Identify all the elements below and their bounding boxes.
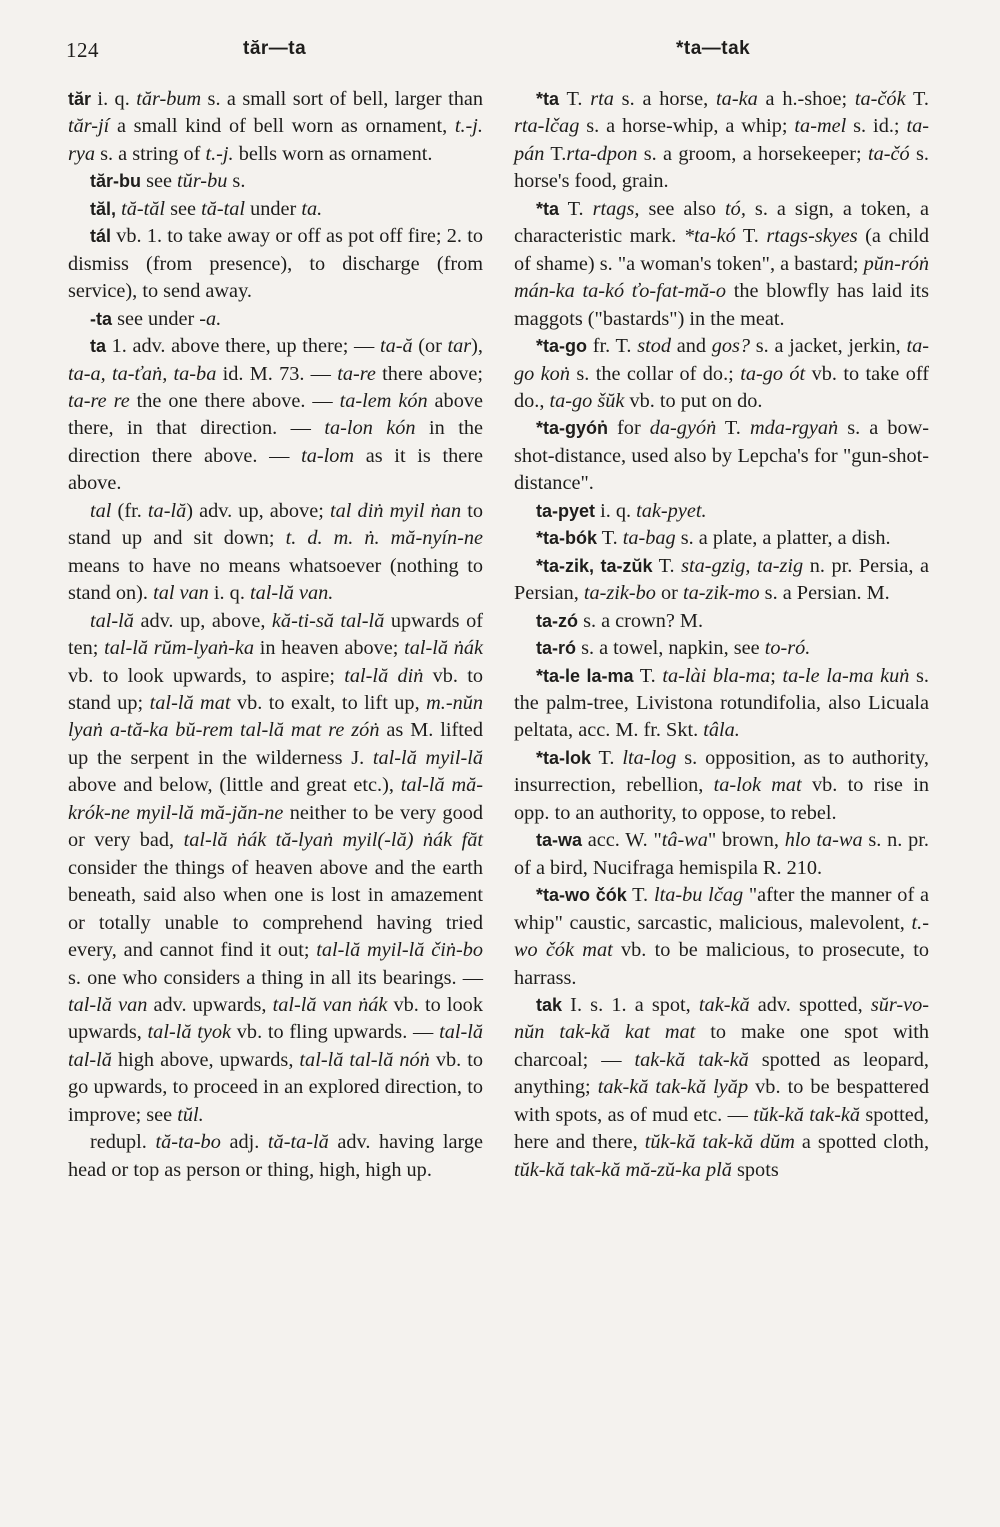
dictionary-entry: [68, 608, 483, 1130]
dictionary-entry: [514, 745, 929, 827]
dictionary-entry: [68, 1129, 483, 1184]
entry-definition: vb. 1. to take away or off as pot off fire; 2. to dismiss (from presence), to discharge (from service), to send away.: [68, 225, 483, 303]
entry-headword: tak: [536, 994, 563, 1015]
entry-headword: *ta: [536, 89, 560, 109]
entry-definition: T. ta-lài bla-ma; ta-le la-ma kuṅ s. the palm-tree, Livistona rotundifolia, also Licuala peltata, acc. M. fr. Skt. tâla.: [514, 664, 929, 742]
entry-definition: acc. W. "tâ-wa" brown, hlo ta-wa s. n. pr. of a bird, Nucifraga hemispila R. 210.: [514, 829, 930, 879]
entry-headword: *ta-gyóṅ: [536, 418, 608, 439]
entry-definition: T. ta-bag s. a plate, a platter, a dish.: [597, 527, 891, 550]
entry-definition: see under -a.: [112, 307, 222, 330]
entry-definition: T. sta-gzig, ta-zig n. pr. Persia, a Persian, ta-zik-bo or ta-zik-mo s. a Persian. M.: [514, 554, 929, 605]
entry-definition: i. q. tăr-bum s. a small sort of bell, larger than tăr-jí a small kind of bell worn as ornament, t.-j. rya s. a string of t.-j. bells worn as ornament.: [68, 88, 483, 165]
left-running-head: tăr—ta: [243, 38, 307, 59]
dictionary-entry: [68, 86, 483, 168]
entry-definition: redupl. tă-ta-bo adj. tă-ta-lă adv. having large head or top as person or thing, high, high up.: [68, 1131, 483, 1181]
dictionary-entry: [514, 882, 929, 992]
entry-headword: tăr: [68, 89, 92, 109]
entry-definition: T. rta s. a horse, ta-ka a h.-shoe; ta-čók T. rta-lčag s. a horse-whip, a whip; ta-mel s. id.; ta-pán T.rta-dpon s. a groom, a horsekeeper; ta-čó s. horse's food, grain.: [514, 88, 930, 193]
dictionary-entry: [68, 306, 483, 333]
entry-definition: tă-tăl see tă-tal under ta.: [121, 197, 323, 220]
entry-headword: *ta-bók: [536, 528, 598, 549]
page-number: 124: [66, 38, 99, 62]
entry-definition: see tŭr-bu s.: [141, 170, 246, 193]
entry-definition: T. lta-log s. opposition, as to authority, insurrection, rebellion, ta-lok mat vb. to rise in opp. to an authority, to oppose, to rebel.: [514, 746, 929, 824]
dictionary-entry: [514, 415, 929, 497]
entry-definition: s. a towel, napkin, see to-ró.: [576, 637, 811, 660]
dictionary-entry: [514, 333, 929, 415]
dictionary-entry: [514, 553, 929, 608]
dictionary-entry: [514, 525, 929, 552]
dictionary-entry: [514, 498, 929, 525]
dictionary-entry: [514, 827, 929, 882]
entry-definition: I. s. 1. a spot, tak-kă adv. spotted, sŭr-vo-nŭn tak-kă kat mat to make one spot with charcoal; — tak-kă tak-kă spotted as leopard, anything; tak-kă tak-kă lyăp vb. to be bespattered with spots, as of mud etc. — tŭk-kă tak-kă spotted, here and there, tŭk-kă tak-kă dŭm a spotted cloth, tŭk-kă tak-kă mă-zŭ-ka plă spots: [514, 993, 930, 1181]
entry-definition: T. lta-bu lčag "after the manner of a whip" caustic, sarcastic, malicious, malevolent, t.-wo čók mat vb. to be malicious, to prosecute, to harrass.: [514, 884, 930, 989]
dictionary-entry: [68, 168, 483, 195]
entry-headword: *ta: [536, 198, 560, 219]
entry-definition: T. rtags, see also tó, s. a sign, a token, a characteristic mark. *ta-kó T. rtags-skyes (a child of shame) s. "a woman's token", a bastard; pŭn-róṅ mán-ka ta-kó ťo-fat-mă-o the blowfly has laid its maggots ("bastards") in the meat.: [514, 197, 929, 330]
entry-definition: 1. adv. above there, up there; — ta-ă (or tar), ta-a, ta-ťaṅ, ta-ba id. M. 73. — ta-re there above; ta-re re the one there above. — ta-lem kón above there, in that direction. — ta-lon kón in the direction there above. — ta-lom as it is there above.: [68, 335, 484, 495]
entry-headword: ta-pyet: [536, 500, 596, 521]
entry-definition: fr. T. stod and gos? s. a jacket, jerkin, ta-go koṅ s. the collar of do.; ta-go ót vb. to take off do., ta-go šŭk vb. to put on do.: [514, 335, 929, 412]
dictionary-entry: [514, 635, 929, 662]
dictionary-entry: [514, 86, 929, 196]
entry-definition: s. a crown? M.: [578, 609, 704, 632]
dictionary-entry: [68, 333, 483, 498]
dictionary-entry: [68, 498, 483, 608]
dictionary-entry: [514, 663, 929, 745]
entry-definition: tal-lă adv. up, above, kă-ti-să tal-lă upwards of ten; tal-lă rŭm-lyaṅ-ka in heaven above; tal-lă ṅák vb. to look upwards, to aspire; tal-lă diṅ vb. to stand up; tal-lă mat vb. to exalt, to lift up, m.-nŭn lyaṅ a-tă-ka bŭ-rem tal-lă mat re zóṅ as M. lifted up the serpent in the wilderness J. tal-lă myil-lă above and below, (little and great etc.), tal-lă mă-krók-ne myil-lă mă-jăn-ne neither to be very good or very bad, tal-lă ṅák tă-lyaṅ myil(-lă) ṅák făt consider the things of heaven above and the earth beneath, said also when one is lost in amazement or totally unable to comprehend having tried every, and cannot find it out; tal-lă myil-lă čiṅ-bo s. one who considers a thing in all its bearings. — tal-lă van adv. upwards, tal-lă van ṅák vb. to look upwards, tal-lă tyok vb. to fling upwards. — tal-lă tal-lă high above, upwards, tal-lă tal-lă nóṅ vb. to go upwards, to proceed in an explored direction, to improve; see tŭl.: [68, 609, 484, 1126]
dictionary-entry: [68, 196, 483, 223]
right-column: [514, 86, 929, 1184]
entry-headword: *ta-lok: [536, 747, 592, 768]
entry-headword: tăl,: [90, 198, 117, 219]
dictionary-entry: [514, 196, 929, 333]
entry-definition: tal (fr. ta-lă) adv. up, above; tal diṅ myil ṅan to stand up and sit down; t. d. m. ṅ. mă-nyín-ne means to have no means whatsoever (nothing to stand on). tal van i. q. tal-lă van.: [68, 499, 484, 605]
entry-headword: *ta-le la-ma: [536, 665, 634, 686]
entry-headword: *ta-zik, ta-zŭk: [536, 555, 653, 576]
entry-headword: -ta: [90, 308, 112, 329]
dictionary-entry: [514, 992, 929, 1184]
entry-headword: *ta-wo čók: [536, 885, 627, 906]
right-running-head: *ta—tak: [676, 38, 751, 59]
left-column: [68, 86, 483, 1184]
dictionary-entry: [514, 608, 929, 635]
dictionary-entry: [68, 223, 483, 305]
entry-headword: ta-ró: [536, 638, 576, 659]
entry-headword: *ta-go: [536, 336, 587, 357]
entry-headword: ta-wa: [536, 830, 583, 851]
entry-headword: ta-zó: [536, 610, 578, 631]
entry-headword: tăr-bu: [90, 171, 141, 192]
entry-headword: tál: [90, 226, 112, 247]
entry-definition: i. q. tak-pyet.: [595, 499, 707, 522]
entry-definition: for da-gyóṅ T. mda-rgyaṅ s. a bow-shot-distance, used also by Lepcha's for "gun-shot-distance".: [514, 417, 929, 495]
entry-headword: ta: [90, 336, 107, 357]
